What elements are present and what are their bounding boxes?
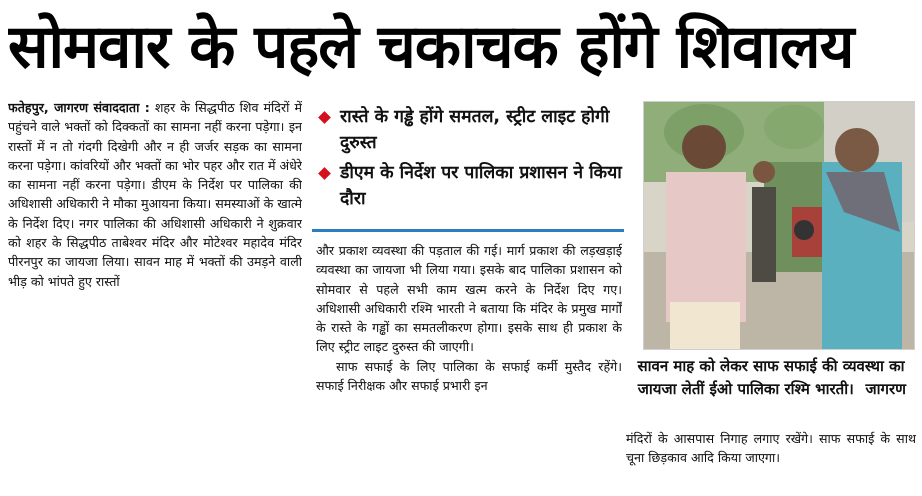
bullet-diamond-icon (318, 167, 331, 180)
photo-caption (626, 355, 916, 425)
article-column-1 (8, 98, 302, 373)
blue-divider (312, 229, 624, 232)
highlight-text-2: डीएम के निर्देश पर पालिका प्रशासन ने किया दौरा (340, 163, 622, 209)
article-column-3: मंदिरों के आसपास निगाह लगाए रखेंगे। साफ सफाई के साथ चूना छिड़काव आदि किया जाएगा। (626, 431, 916, 466)
highlight-item (316, 160, 622, 212)
article-column-2 (316, 241, 622, 493)
highlight-text-1: रास्ते के गड्ढे होंगे समतल, स्ट्रीट लाइट होगी दुरुस्त (340, 107, 610, 153)
highlight-item (316, 104, 622, 156)
photo-credit: जागरण (865, 380, 906, 398)
news-photo (643, 101, 915, 350)
caption-text: सावन माह को लेकर साफ सफाई की व्यवस्था का जायजा लेतीं ईओ पालिका रश्मि भारती। (637, 357, 905, 398)
dateline: फतेहपुर, जागरण संवाददाता : (8, 100, 150, 115)
news-photo-illustration (644, 102, 914, 349)
column-2-paragraph-1: और प्रकाश व्यवस्था की पड़ताल की गई। मार्ग प्रकाश की लड़खड़ाई व्यवस्था का जायजा भी लिया गया। इसके बाद पालिका प्रशासन को सोमवार से पहले सभी काम खत्म करने के निर्देश दिए गए। अधिशासी अधिकारी रश्मि भारती ने बताया कि मंदिर के प्रमुख मार्गों के रास्ते के गड्ढों का समतलीकरण होगा। इसके साथ ही प्रकाश के लिए स्ट्रीट लाइट दुरुस्त की जाएगी। (316, 243, 622, 355)
column-2-paragraph-2: साफ सफाई के लिए पालिका के सफाई कर्मी मुस्तैद रहेंगे। सफाई निरीक्षक और सफाई प्रभारी इन (316, 358, 622, 394)
column-1-text: शहर के सिद्धपीठ शिव मंदिरों में पहुंचने वाले भक्तों को दिक्कतों का सामना नहीं करना पड़ेगा। इन रास्तों में न तो गंदगी दिखेगी और न ही जर्जर सड़क का सामना करना पड़ेगा। कांवरियों और भक्तों का भोर पहर और रात में अंधेरे का सामना नहीं करना पड़ेगा। डीएम के निर्देश पर पालिका की अधिशासी अधिकारी ने मौका मुआयना किया। समस्याओं के खात्मे के निर्देश दिए। नगर पालिका की अधिशासी अधिकारी ने शुक्रवार को शहर के सिद्धपीठ ताबेश्वर मंदिर और मोटेश्वर महादेव मंदिर पीरनपुर का जायजा लिया। सावन माह में भक्तों की उमड़ने वाली भीड़ को भांपते हुए रास्तों (8, 100, 302, 289)
highlights-box (316, 104, 622, 230)
headline: सोमवार के पहले चकाचक होंगे शिवालय (8, 12, 854, 82)
bullet-diamond-icon (318, 111, 331, 124)
